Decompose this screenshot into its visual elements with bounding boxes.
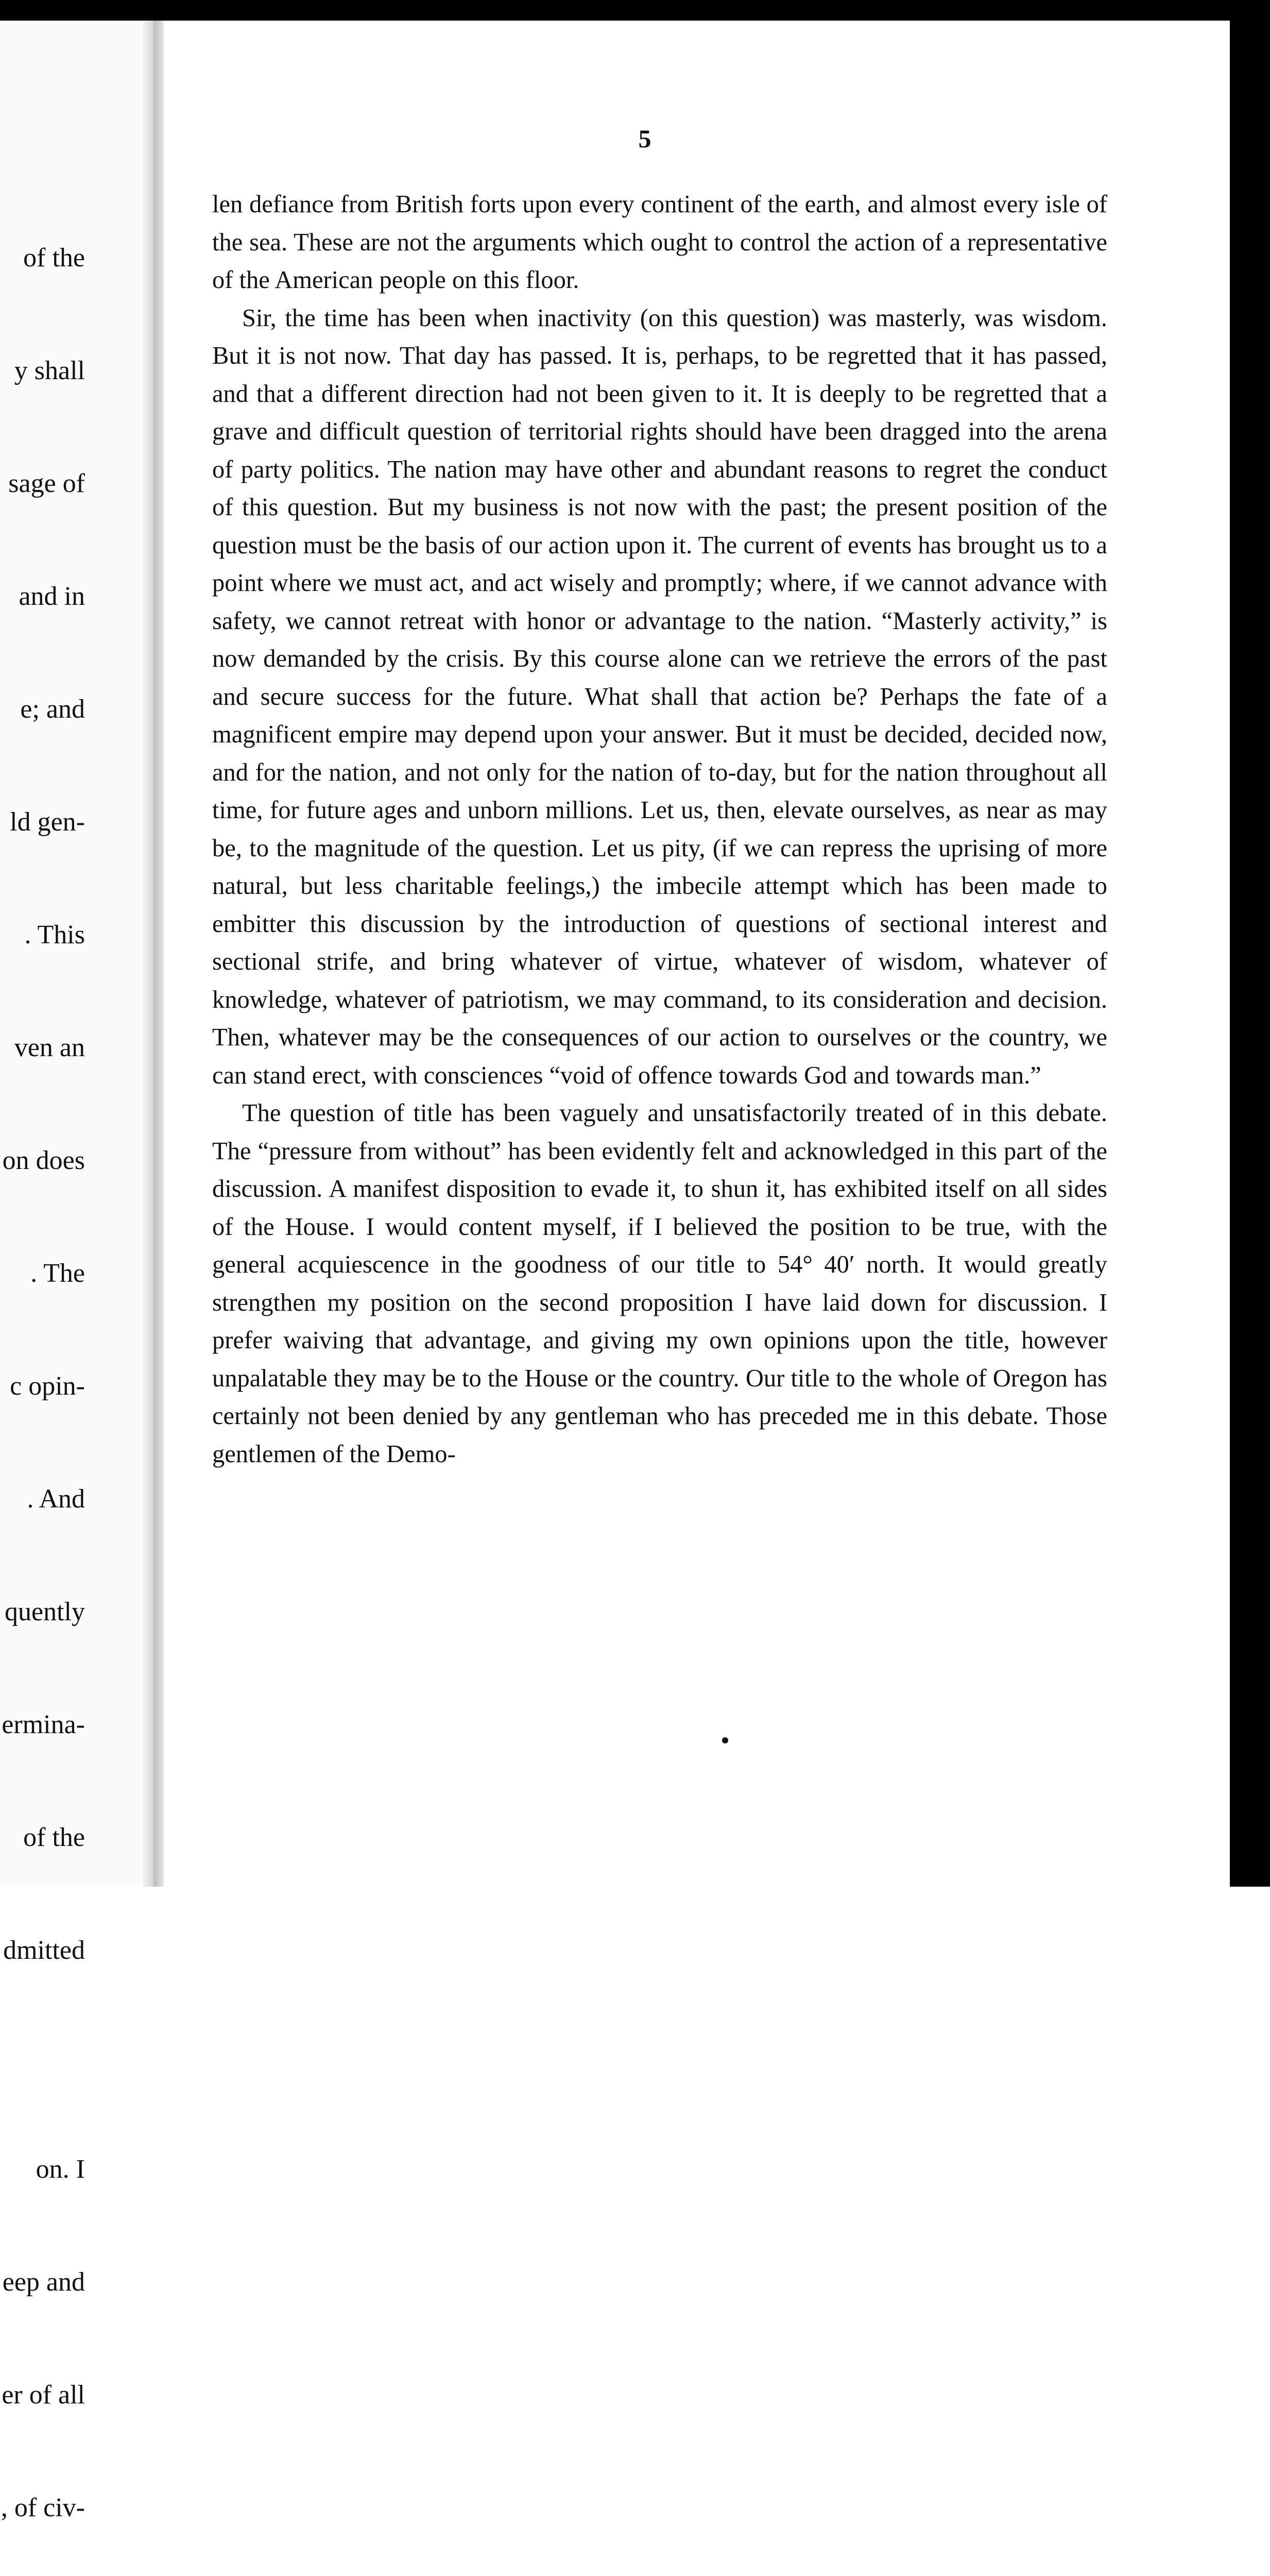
- facing-line: y shall: [14, 356, 85, 385]
- scan-right-border: [1230, 21, 1270, 1887]
- page-body: [212, 185, 1107, 1473]
- facing-line: of the: [23, 1823, 85, 1852]
- facing-page-text: [1, 164, 85, 2576]
- scan-top-border: [0, 0, 1270, 21]
- facing-line: ven an: [14, 1033, 85, 1062]
- paragraph: Sir, the time has been when inactivity (on this question) was masterly, was wisdom. But it is not now. That day has passed. It is, perhaps, to be regretted that it has passed, and that a different direction had not been given to it. It is deeply to be regretted that a grave and difficult question of territorial rights should have been dragged into the arena of party politics. The nation may have other and abundant reasons to regret the conduct of this question. But my business is not now with the past; the present position of the question must be the basis of our action upon it. The current of events has brought us to a point where we must act, and act wisely and promptly; where, if we cannot advance with safety, we cannot retreat with honor or advantage to the nation. “Masterly activity,” is now demanded by the crisis. By this course alone can we retrieve the errors of the past and secure success for the future. What shall that action be? Perhaps the fate of a magnificent empire may depend upon your answer. But it must be decided, decided now, and for the nation, and not only for the nation of to-day, but for the nation throughout all time, for future ages and unborn millions. Let us, then, elevate ourselves, as near as may be, to the magnitude of the question. Let us pity, (if we can repress the uprising of more natural, but less charitable feelings,) the imbecile attempt which has been made to embitter this discussion by the introduction of questions of sectional interest and sectional strife, and bring whatever of virtue, whatever of wisdom, whatever of knowledge, whatever of patriotism, we may command, to its consideration and decision. Then, whatever may be the consequences of our action to ourselves or the country, we can stand erect, with consciences “void of offence towards God and towards man.”: [212, 304, 1107, 1089]
- facing-paragraph-gap: [1, 2044, 85, 2075]
- facing-line: , of civ-: [1, 2493, 85, 2522]
- facing-line: e; and: [20, 694, 85, 724]
- facing-line: sage of: [8, 469, 85, 498]
- ink-speck: [722, 1737, 728, 1743]
- facing-line: and in: [19, 582, 85, 611]
- facing-line: eep and: [2, 2267, 85, 2297]
- facing-line: quently: [5, 1597, 85, 1626]
- page-number: 5: [638, 124, 651, 153]
- facing-line: . And: [27, 1484, 85, 1514]
- facing-line: dmitted: [3, 1936, 85, 1965]
- facing-line: of the: [23, 243, 85, 273]
- book-gutter: [143, 21, 164, 1887]
- facing-line: on does: [2, 1146, 85, 1175]
- facing-line: er of all: [2, 2380, 85, 2410]
- facing-line: . This: [24, 920, 85, 950]
- facing-line: on. I: [36, 2155, 85, 2184]
- facing-line: ermina-: [2, 1710, 85, 1739]
- paragraph: len defiance from British forts upon every continent of the earth, and almost every isle of the sea. These are not the arguments which ought to control the action of a representative of the American people on this floor.: [212, 191, 1107, 294]
- facing-line: . The: [30, 1259, 85, 1288]
- facing-page-left: [0, 21, 155, 2522]
- paragraph: The question of title has been vaguely and unsatisfactorily treated of in this debate. The “pressure from without” has been evidently felt and acknowledged in this part of the discussion. A manifest disposition to evade it, to shun it, has exhibited itself on all sides of the House. I would content myself, if I believed the position to be true, with the general acquiescence in the goodness of our title to 54° 40′ north. It would greatly strengthen my position on the second proposition I have laid down for discussion. I prefer waiving that advantage, and giving my own opinions upon the title, however unpalatable they may be to the House or the country. Our title to the whole of Oregon has certainly not been denied by any gentleman who has preceded me in this debate. Those gentlemen of the Demo-: [212, 1099, 1107, 1468]
- facing-line: ld gen-: [10, 807, 85, 837]
- facing-line: c opin-: [10, 1371, 85, 1401]
